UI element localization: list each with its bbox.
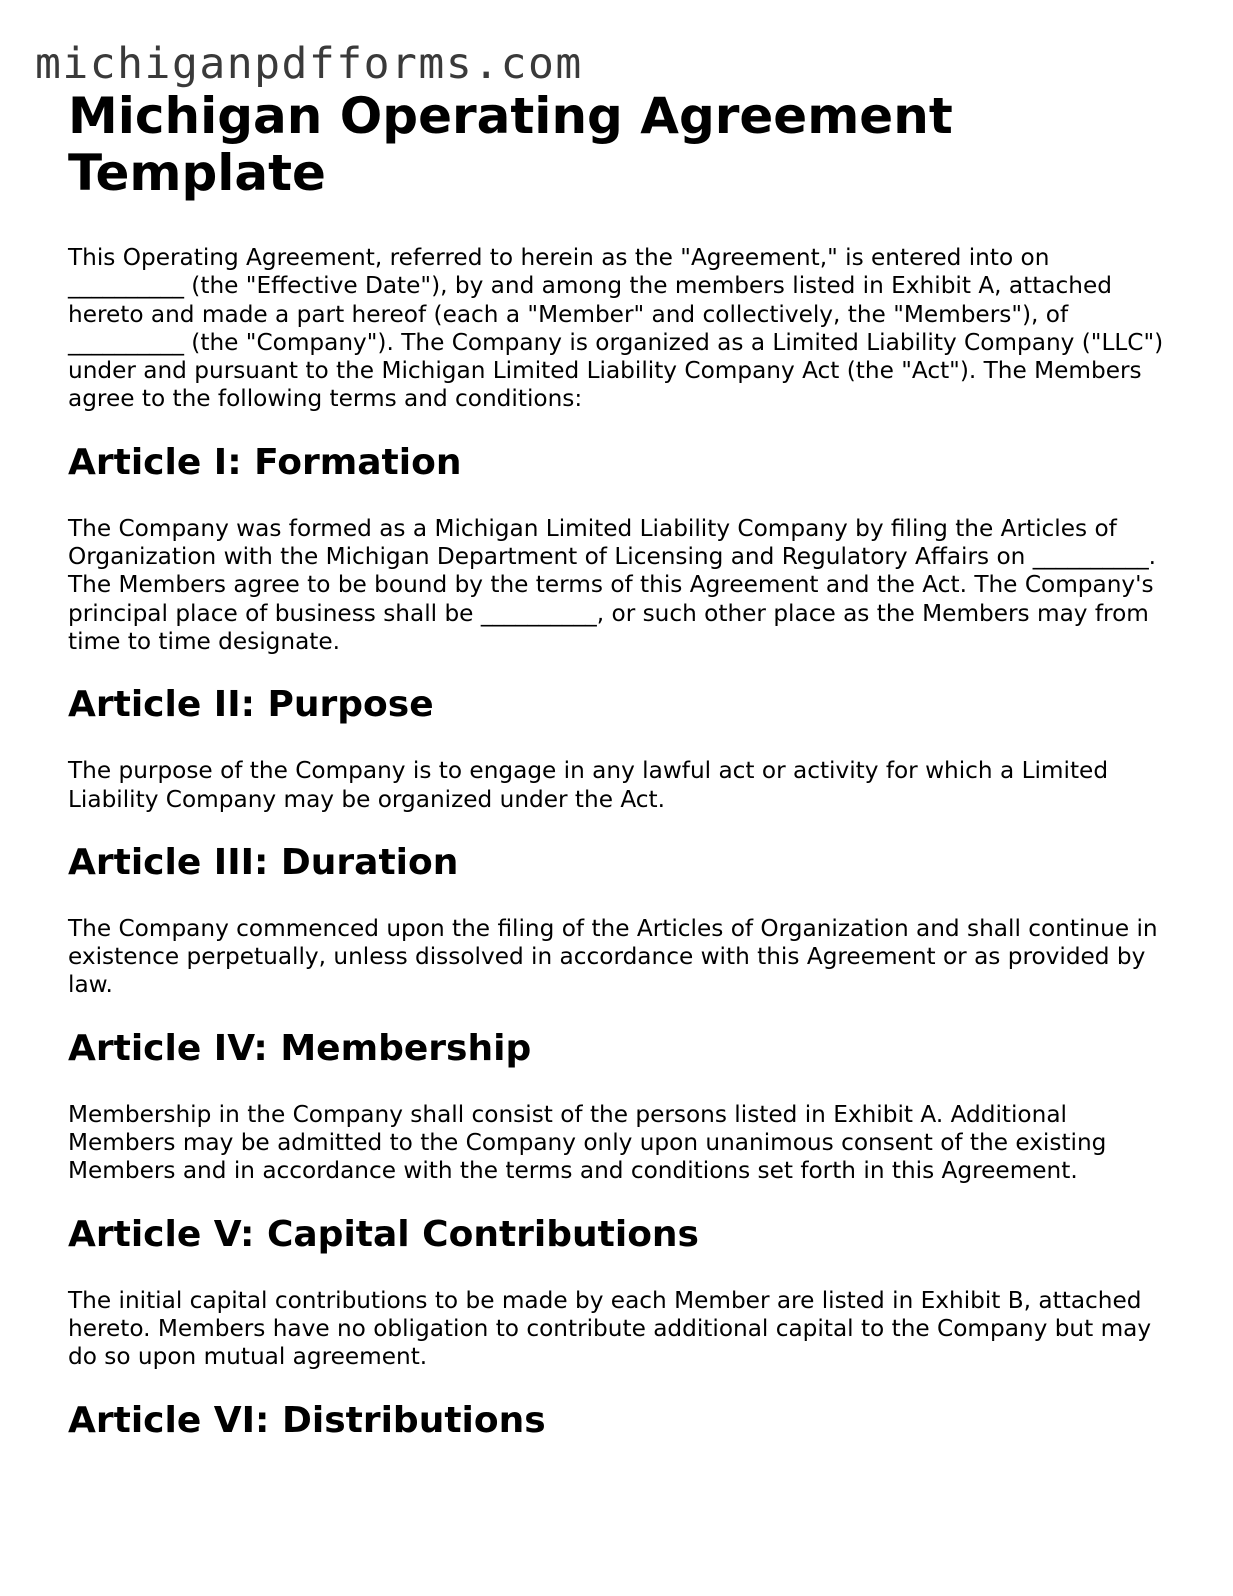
- article-3-section: [68, 841, 1168, 1000]
- intro-paragraph: This Operating Agreement, referred to herein as the "Agreement," is entered into on __________ (the "Effective Date"), by and among the members listed in Exhibit A, attached hereto and made a part hereof (each a "Member" and collectively, the "Members"), of __________ (the "Company"). The Company is organized as a Limited Liability Company ("LLC") under and pursuant to the Michigan Limited Liability Company Act (the "Act"). The Members agree to the following terms and conditions:: [68, 244, 1164, 413]
- article-6-section: [68, 1399, 1168, 1443]
- article-body: The initial capital contributions to be made by each Member are listed in Exhibit B, attached hereto. Members have no obligation to contribute additional capital to the Company but may do so upon mutual agreement.: [68, 1286, 1152, 1371]
- article-1-section: [68, 441, 1168, 656]
- article-2-section: [68, 683, 1168, 814]
- article-body: Membership in the Company shall consist of the persons listed in Exhibit A. Additional Members may be admitted to the Company only upon unanimous consent of the existing Members and in accordance with the terms and conditions set forth in this Agreement.: [68, 1100, 1107, 1185]
- article-heading: Article I: Formation: [68, 441, 462, 483]
- article-heading: Article VI: Distributions: [68, 1399, 546, 1441]
- article-heading: Article IV: Membership: [68, 1027, 532, 1069]
- article-heading: Article III: Duration: [68, 841, 459, 883]
- article-body: The Company commenced upon the filing of the Articles of Organization and shall continue in existence perpetually, unless dissolved in accordance with this Agreement or as provided by law.: [68, 914, 1158, 999]
- document-content: [68, 88, 1168, 1443]
- article-4-section: [68, 1027, 1168, 1186]
- site-watermark: michiganpdfforms.com: [35, 39, 583, 89]
- article-body: The purpose of the Company is to engage in any lawful act or activity for which a Limited Liability Company may be organized under the Act.: [68, 757, 1109, 813]
- document-title: Michigan Operating Agreement Template: [68, 87, 953, 202]
- article-heading: Article V: Capital Contributions: [68, 1213, 699, 1255]
- article-body: The Company was formed as a Michigan Limited Liability Company by filing the Articles of Organization with the Michigan Department of Licensing and Regulatory Affairs on __________. The Members agree to be bound by the terms of this Agreement and the Act. The Company's principal place of business shall be __________, or such other place as the Members may from time to time designate.: [68, 514, 1157, 655]
- article-5-section: [68, 1213, 1168, 1372]
- article-heading: Article II: Purpose: [68, 684, 434, 726]
